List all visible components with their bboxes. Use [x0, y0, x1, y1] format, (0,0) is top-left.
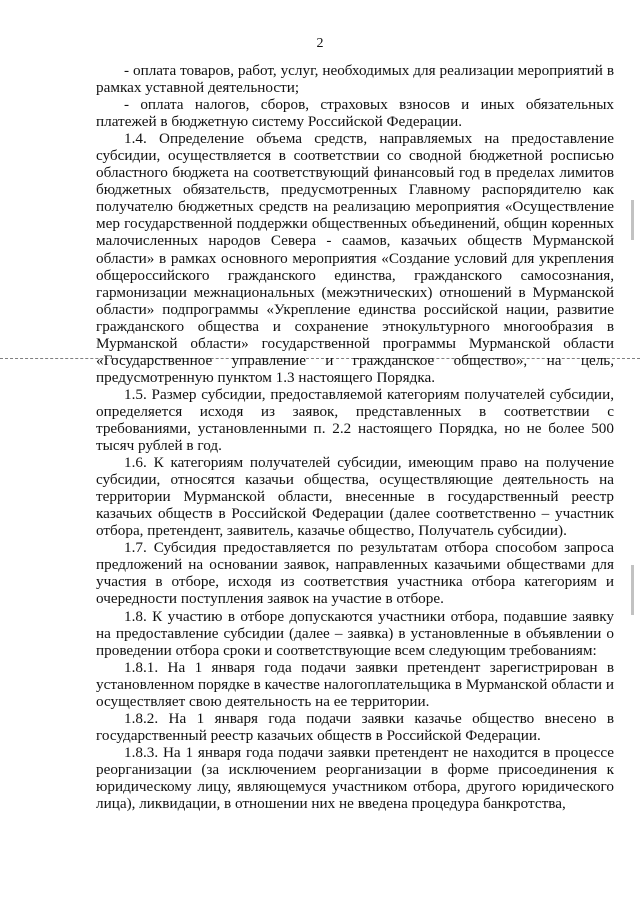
paragraph-1-6: 1.6. К категориям получателей субсидии, имеющим право на получение субсидии, относятся казачьи общества, осуществляющие деятельность на территории Мурманской области, внесенные в государственный реестр казачьих обществ в Российской Федерации (далее соответственно – участник отбора, претендент, заявитель, казачье общество, Получатель субсидии).: [96, 454, 614, 540]
paragraph-1-8-2: 1.8.2. На 1 января года подачи заявки казачье общество внесено в государственный реестр казачьих обществ в Российской Федерации.: [96, 709, 614, 744]
paragraph-1-4: 1.4. Определение объема средств, направляемых на предоставление субсидии, осуществляется в соответствии со сводной бюджетной росписью областного бюджета на соответствующий финансовый год в пределах лимитов бюджетных обязательств, предусмотренных Главному распорядителю как получателю бюджетных средств на реализацию мероприятия «Осуществление мер государственной поддержки общественных объединений, общин коренных малочисленных народов Севера - саамов, казачьих обществ Мурманской области» в рамках основного мероприятия «Создание условий для укрепления общероссийского гражданского единства, гражданского самосознания, гармонизации межнациональных (межэтнических) отношений в Мурманской области» подпрограммы «Укрепление единства российской нации, развитие гражданского общества и сохранение этнокультурного многообразия в Мурманской области» государственной программы Мурманской области «Государственное управление и гражданское общество», на цель, предусмотренную пунктом 1.3 настоящего Порядка.: [96, 130, 614, 386]
scan-edge-mark: [631, 565, 634, 615]
paragraph-1-7: 1.7. Субсидия предоставляется по результатам отбора способом запроса предложений на основании заявок, направленных казачьими обществами для участия в отборе, исходя из соответствия участника отбора категориям и очередности поступления заявок на участие в отборе.: [96, 539, 614, 608]
paragraph-1-8-3: 1.8.3. На 1 января года подачи заявки претендент не находится в процессе реорганизации (за исключением реорганизации в форме присоединения к юридическому лицу, являющемуся участником отбора, другого юридического лица), ликвидации, в отношении них не введена процедура банкротства,: [96, 743, 614, 813]
paragraph-1-5: 1.5. Размер субсидии, предоставляемой категориям получателей субсидии, определяется исходя из заявок, представленных в соответствии с требованиями, установленными п. 2.2 настоящего Порядка, но не более 500 тысяч рублей в год.: [96, 385, 614, 455]
scan-edge-mark: [631, 200, 634, 240]
paragraph-1-8: 1.8. К участию в отборе допускаются участники отбора, подавшие заявку на предоставление субсидии (далее – заявка) в установленные в объявлении о проведении отбора сроки и соответствующие всем следующим требованиям:: [96, 607, 614, 659]
page-number: 2: [316, 36, 324, 51]
paragraph-bullet-goods: - оплата товаров, работ, услуг, необходимых для реализации мероприятий в рамках уставной деятельности;: [96, 62, 614, 97]
document-body: [96, 62, 614, 812]
paragraph-1-8-1: 1.8.1. На 1 января года подачи заявки претендент зарегистрирован в установленном порядке в качестве налогоплательщика в Мурманской области и осуществляет свою деятельность на ее территории.: [96, 658, 614, 710]
paragraph-bullet-taxes: - оплата налогов, сборов, страховых взносов и иных обязательных платежей в бюджетную систему Российской Федерации.: [96, 96, 614, 131]
